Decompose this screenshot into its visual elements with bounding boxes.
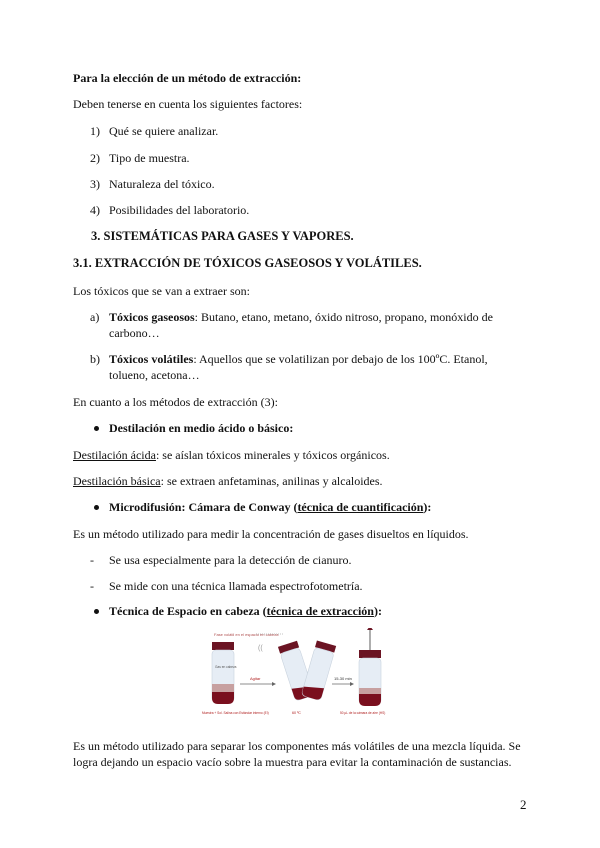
arrow-head-icon — [272, 682, 276, 686]
vial-cap — [359, 650, 381, 658]
arrow-head-icon — [350, 682, 354, 686]
figure-top-label: Fase volátil en el espacio en cabeza — [214, 632, 279, 637]
vial-layer — [359, 688, 381, 694]
final-paragraph-line2: logra dejando un espacio vacío sobre la muestra para evitar la contaminación de sustancias. — [73, 755, 512, 769]
term: Destilación ácida — [73, 448, 156, 462]
bullet-microdiffusion — [109, 500, 431, 515]
dash-marker: - — [90, 579, 94, 593]
list-item-number: 3) — [90, 177, 100, 191]
figure-right-label: 50 µL de la cámara de aire (HS) — [340, 711, 386, 715]
bullet-icon — [94, 426, 99, 431]
vial-cap — [212, 642, 234, 650]
bullet-text: Microdifusión: Cámara de Conway ( — [109, 500, 298, 514]
bullet-icon — [94, 609, 99, 614]
page-number: 2 — [520, 797, 527, 812]
vial-label: Gas en cabeza — [215, 665, 237, 669]
acid-distillation — [73, 448, 390, 463]
heading-3: 3. SISTEMÁTICAS PARA GASES Y VAPORES. — [91, 229, 354, 243]
arrow-label-time: 15-30 min — [334, 676, 352, 681]
bullet-distillation: Destilación en medio ácido o básico: — [109, 421, 294, 435]
shake-motion-icon: (( — [258, 645, 263, 652]
vial-left — [212, 642, 237, 704]
bullet-text-end: ): — [423, 500, 432, 514]
list-item: Se mide con una técnica llamada espectrofotometría. — [109, 579, 363, 593]
figure-mid-label: 60 ºC — [292, 711, 301, 715]
bullet-text-end: ): — [373, 604, 382, 618]
bullet-headspace — [109, 604, 382, 619]
intro-text: Deben tenerse en cuenta los siguientes factores: — [73, 97, 303, 111]
conway-description: Es un método utilizado para medir la concentración de gases disueltos en líquidos. — [73, 527, 469, 541]
list-item-gaseous — [109, 310, 525, 325]
vial-layer — [212, 684, 234, 692]
section-heading: Para la elección de un método de extracción: — [73, 71, 302, 85]
definition: : Aquellos que se volatilizan por debajo de los 100ºC. Etanol, — [193, 352, 488, 366]
definition: : se extraen anfetaminas, anilinas y alcaloides. — [160, 474, 383, 488]
list-item: Tipo de muestra. — [109, 151, 190, 165]
headspace-diagram — [200, 628, 400, 720]
term: Destilación básica — [73, 474, 161, 488]
term: Tóxicos volátiles — [109, 352, 194, 366]
definition: : se aíslan tóxicos minerales y tóxicos orgánicos. — [155, 448, 390, 462]
list-item-volatile — [109, 352, 525, 367]
final-paragraph-line1: Es un método utilizado para separar los componentes más volátiles de una mezcla líquida. Se — [73, 739, 521, 753]
dash-marker: - — [90, 553, 94, 567]
vial-sample — [359, 694, 381, 706]
list-item: Qué se quiere analizar. — [109, 124, 219, 138]
list-item-label: a) — [90, 310, 100, 324]
list-item-continuation: tolueno, acetona… — [109, 368, 200, 382]
toxics-intro: Los tóxicos que se van a extraer son: — [73, 284, 250, 298]
list-item-number: 1) — [90, 124, 100, 138]
list-item: Posibilidades del laboratorio. — [109, 203, 250, 217]
vials-shaking — [278, 640, 336, 701]
list-item-number: 4) — [90, 203, 100, 217]
syringe-tip-icon — [367, 628, 373, 630]
term: Tóxicos gaseosos — [109, 310, 195, 324]
bullet-underlined: técnica de cuantificación — [297, 500, 424, 514]
basic-distillation — [73, 474, 383, 489]
vial-right — [359, 628, 381, 706]
heading-3-1: 3.1. EXTRACCIÓN DE TÓXICOS GASEOSOS Y VOLÁTILES. — [73, 256, 422, 270]
list-item-number: 2) — [90, 151, 100, 165]
list-item-continuation: carbono… — [109, 326, 160, 340]
bullet-icon — [94, 505, 99, 510]
bullet-text: Técnica de Espacio en cabeza ( — [109, 604, 267, 618]
list-item-label: b) — [90, 352, 100, 366]
definition: : Butano, etano, metano, óxido nitroso, propano, monóxido de — [194, 310, 493, 324]
methods-intro: En cuanto a los métodos de extracción (3): — [73, 395, 278, 409]
bullet-underlined: técnica de extracción — [266, 604, 374, 618]
list-item: Naturaleza del tóxico. — [109, 177, 215, 191]
figure-left-label: Muestra + Sol. Salina con Estándar interno (EI) — [202, 711, 269, 715]
arrow-label-shake: Agitar — [250, 676, 261, 681]
vial-sample — [212, 692, 234, 704]
list-item: Se usa especialmente para la detección de cianuro. — [109, 553, 352, 567]
